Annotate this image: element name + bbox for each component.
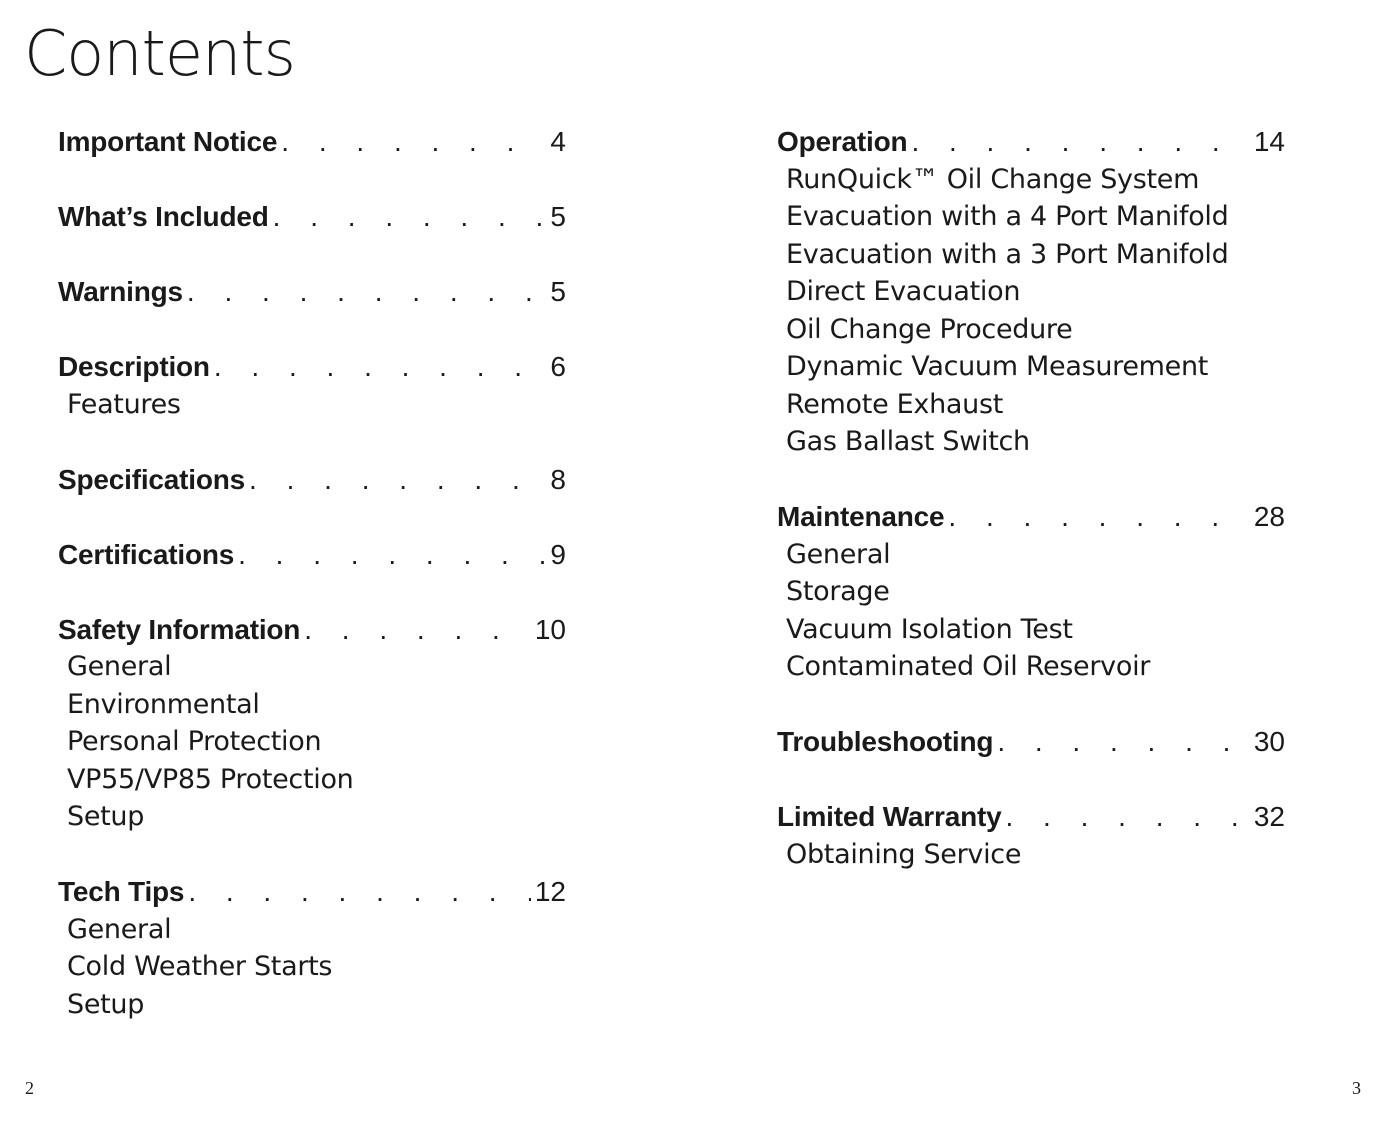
toc-subentry[interactable]: Cold Weather Starts — [67, 951, 333, 982]
toc-subentry[interactable]: Setup — [67, 801, 145, 832]
toc-section — [58, 273, 566, 311]
toc-section — [58, 123, 566, 161]
toc-entry-title: Description — [58, 351, 210, 382]
dot-leader — [188, 873, 531, 911]
section-spacer — [58, 836, 566, 874]
dot-leader — [948, 498, 1249, 536]
section-spacer — [58, 423, 566, 461]
toc-right-column — [777, 123, 1285, 873]
section-spacer — [777, 461, 1285, 499]
dot-leader — [304, 611, 531, 649]
toc-page-number: 9 — [550, 538, 566, 570]
section-spacer — [58, 498, 566, 536]
toc-section — [777, 723, 1285, 761]
toc-page-number: 30 — [1253, 726, 1285, 757]
toc-page-number: 10 — [534, 613, 566, 645]
toc-subentry[interactable]: Personal Protection — [67, 726, 322, 757]
toc-page-number: 8 — [550, 463, 566, 495]
toc-subentry[interactable]: Dynamic Vacuum Measurement — [786, 351, 1209, 382]
section-spacer — [777, 686, 1285, 724]
dot-leader — [911, 123, 1249, 161]
toc-entry-title: Safety Information — [58, 613, 301, 645]
dot-leader — [238, 536, 546, 574]
section-spacer — [58, 573, 566, 611]
dot-leader — [273, 198, 547, 236]
toc-subentry[interactable]: Oil Change Procedure — [786, 313, 1073, 345]
section-spacer — [58, 311, 566, 349]
toc-subentry[interactable]: Features — [67, 388, 181, 420]
dot-leader — [214, 348, 547, 386]
toc-entry-title: Certifications — [58, 538, 235, 570]
toc-subentry[interactable]: RunQuick™ Oil Change System — [786, 163, 1200, 195]
toc-subentry[interactable]: Vacuum Isolation Test — [786, 613, 1073, 645]
toc-subentry[interactable]: Setup — [67, 988, 145, 1020]
dot-leader — [281, 123, 546, 161]
toc-section — [777, 498, 1285, 686]
toc-entry[interactable] — [58, 348, 566, 386]
toc-section — [58, 461, 566, 499]
toc-entry-title: Warnings — [58, 276, 183, 307]
toc-section — [58, 611, 566, 836]
toc-subentry[interactable]: Direct Evacuation — [786, 276, 1021, 307]
toc-page-number: 5 — [550, 201, 566, 232]
toc-section — [58, 198, 566, 236]
toc-page-number: 28 — [1253, 501, 1285, 532]
toc-entry-title: Maintenance — [777, 501, 945, 532]
toc-entry-title: Specifications — [58, 463, 246, 495]
toc-entry[interactable] — [777, 123, 1285, 161]
page-title: Contents — [24, 17, 295, 90]
toc-entry-title: Operation — [777, 126, 908, 157]
toc-entry[interactable] — [58, 123, 566, 161]
toc-entry[interactable] — [58, 273, 566, 311]
toc-subentry[interactable]: Storage — [786, 576, 890, 607]
toc-subentry[interactable]: Environmental — [67, 688, 260, 720]
section-spacer — [58, 161, 566, 199]
toc-entry[interactable] — [777, 723, 1285, 761]
toc-section — [777, 798, 1285, 873]
toc-entry[interactable] — [58, 873, 566, 911]
toc-section — [58, 873, 566, 1023]
toc-subentry[interactable]: Contaminated Oil Reservoir — [786, 651, 1151, 682]
toc-page-number: 12 — [534, 876, 566, 907]
toc-page-number: 6 — [550, 351, 566, 382]
toc-entry[interactable] — [58, 536, 566, 574]
toc-page-number: 14 — [1253, 126, 1285, 157]
dot-leader — [997, 723, 1250, 761]
toc-subentry[interactable]: VP55/VP85 Protection — [67, 763, 354, 795]
toc-entry-title: Tech Tips — [58, 876, 185, 907]
toc-section — [58, 348, 566, 423]
toc-page-number: 5 — [550, 276, 566, 307]
toc-page-number: 32 — [1253, 801, 1285, 832]
toc-subentry[interactable]: Evacuation with a 3 Port Manifold — [786, 238, 1229, 270]
page-number-right: 3 — [1352, 1078, 1361, 1098]
page-number-left: 2 — [25, 1078, 34, 1098]
toc-entry[interactable] — [777, 498, 1285, 536]
dot-leader — [187, 273, 547, 311]
toc-entry[interactable] — [58, 611, 566, 649]
dot-leader — [249, 461, 546, 499]
toc-entry-title: Important Notice — [58, 126, 278, 157]
toc-entry[interactable] — [777, 798, 1285, 836]
toc-subentry[interactable]: General — [786, 538, 891, 570]
toc-entry[interactable] — [58, 461, 566, 499]
toc-entry-title: Limited Warranty — [777, 801, 1002, 832]
toc-subentry[interactable]: General — [67, 651, 172, 682]
dot-leader — [1005, 798, 1249, 836]
section-spacer — [58, 236, 566, 274]
toc-subentry[interactable]: Obtaining Service — [786, 838, 1022, 870]
toc-section — [58, 536, 566, 574]
toc-subentry[interactable]: Remote Exhaust — [786, 388, 1004, 420]
toc-page-number: 4 — [550, 126, 566, 157]
toc-left-column — [58, 123, 566, 1023]
toc-subentry[interactable]: General — [67, 913, 172, 945]
toc-entry-title: What’s Included — [58, 201, 269, 232]
toc-section — [777, 123, 1285, 461]
toc-entry[interactable] — [58, 198, 566, 236]
section-spacer — [777, 761, 1285, 799]
toc-entry-title: Troubleshooting — [777, 726, 994, 757]
toc-subentry[interactable]: Gas Ballast Switch — [786, 426, 1030, 457]
toc-subentry[interactable]: Evacuation with a 4 Port Manifold — [786, 201, 1229, 232]
